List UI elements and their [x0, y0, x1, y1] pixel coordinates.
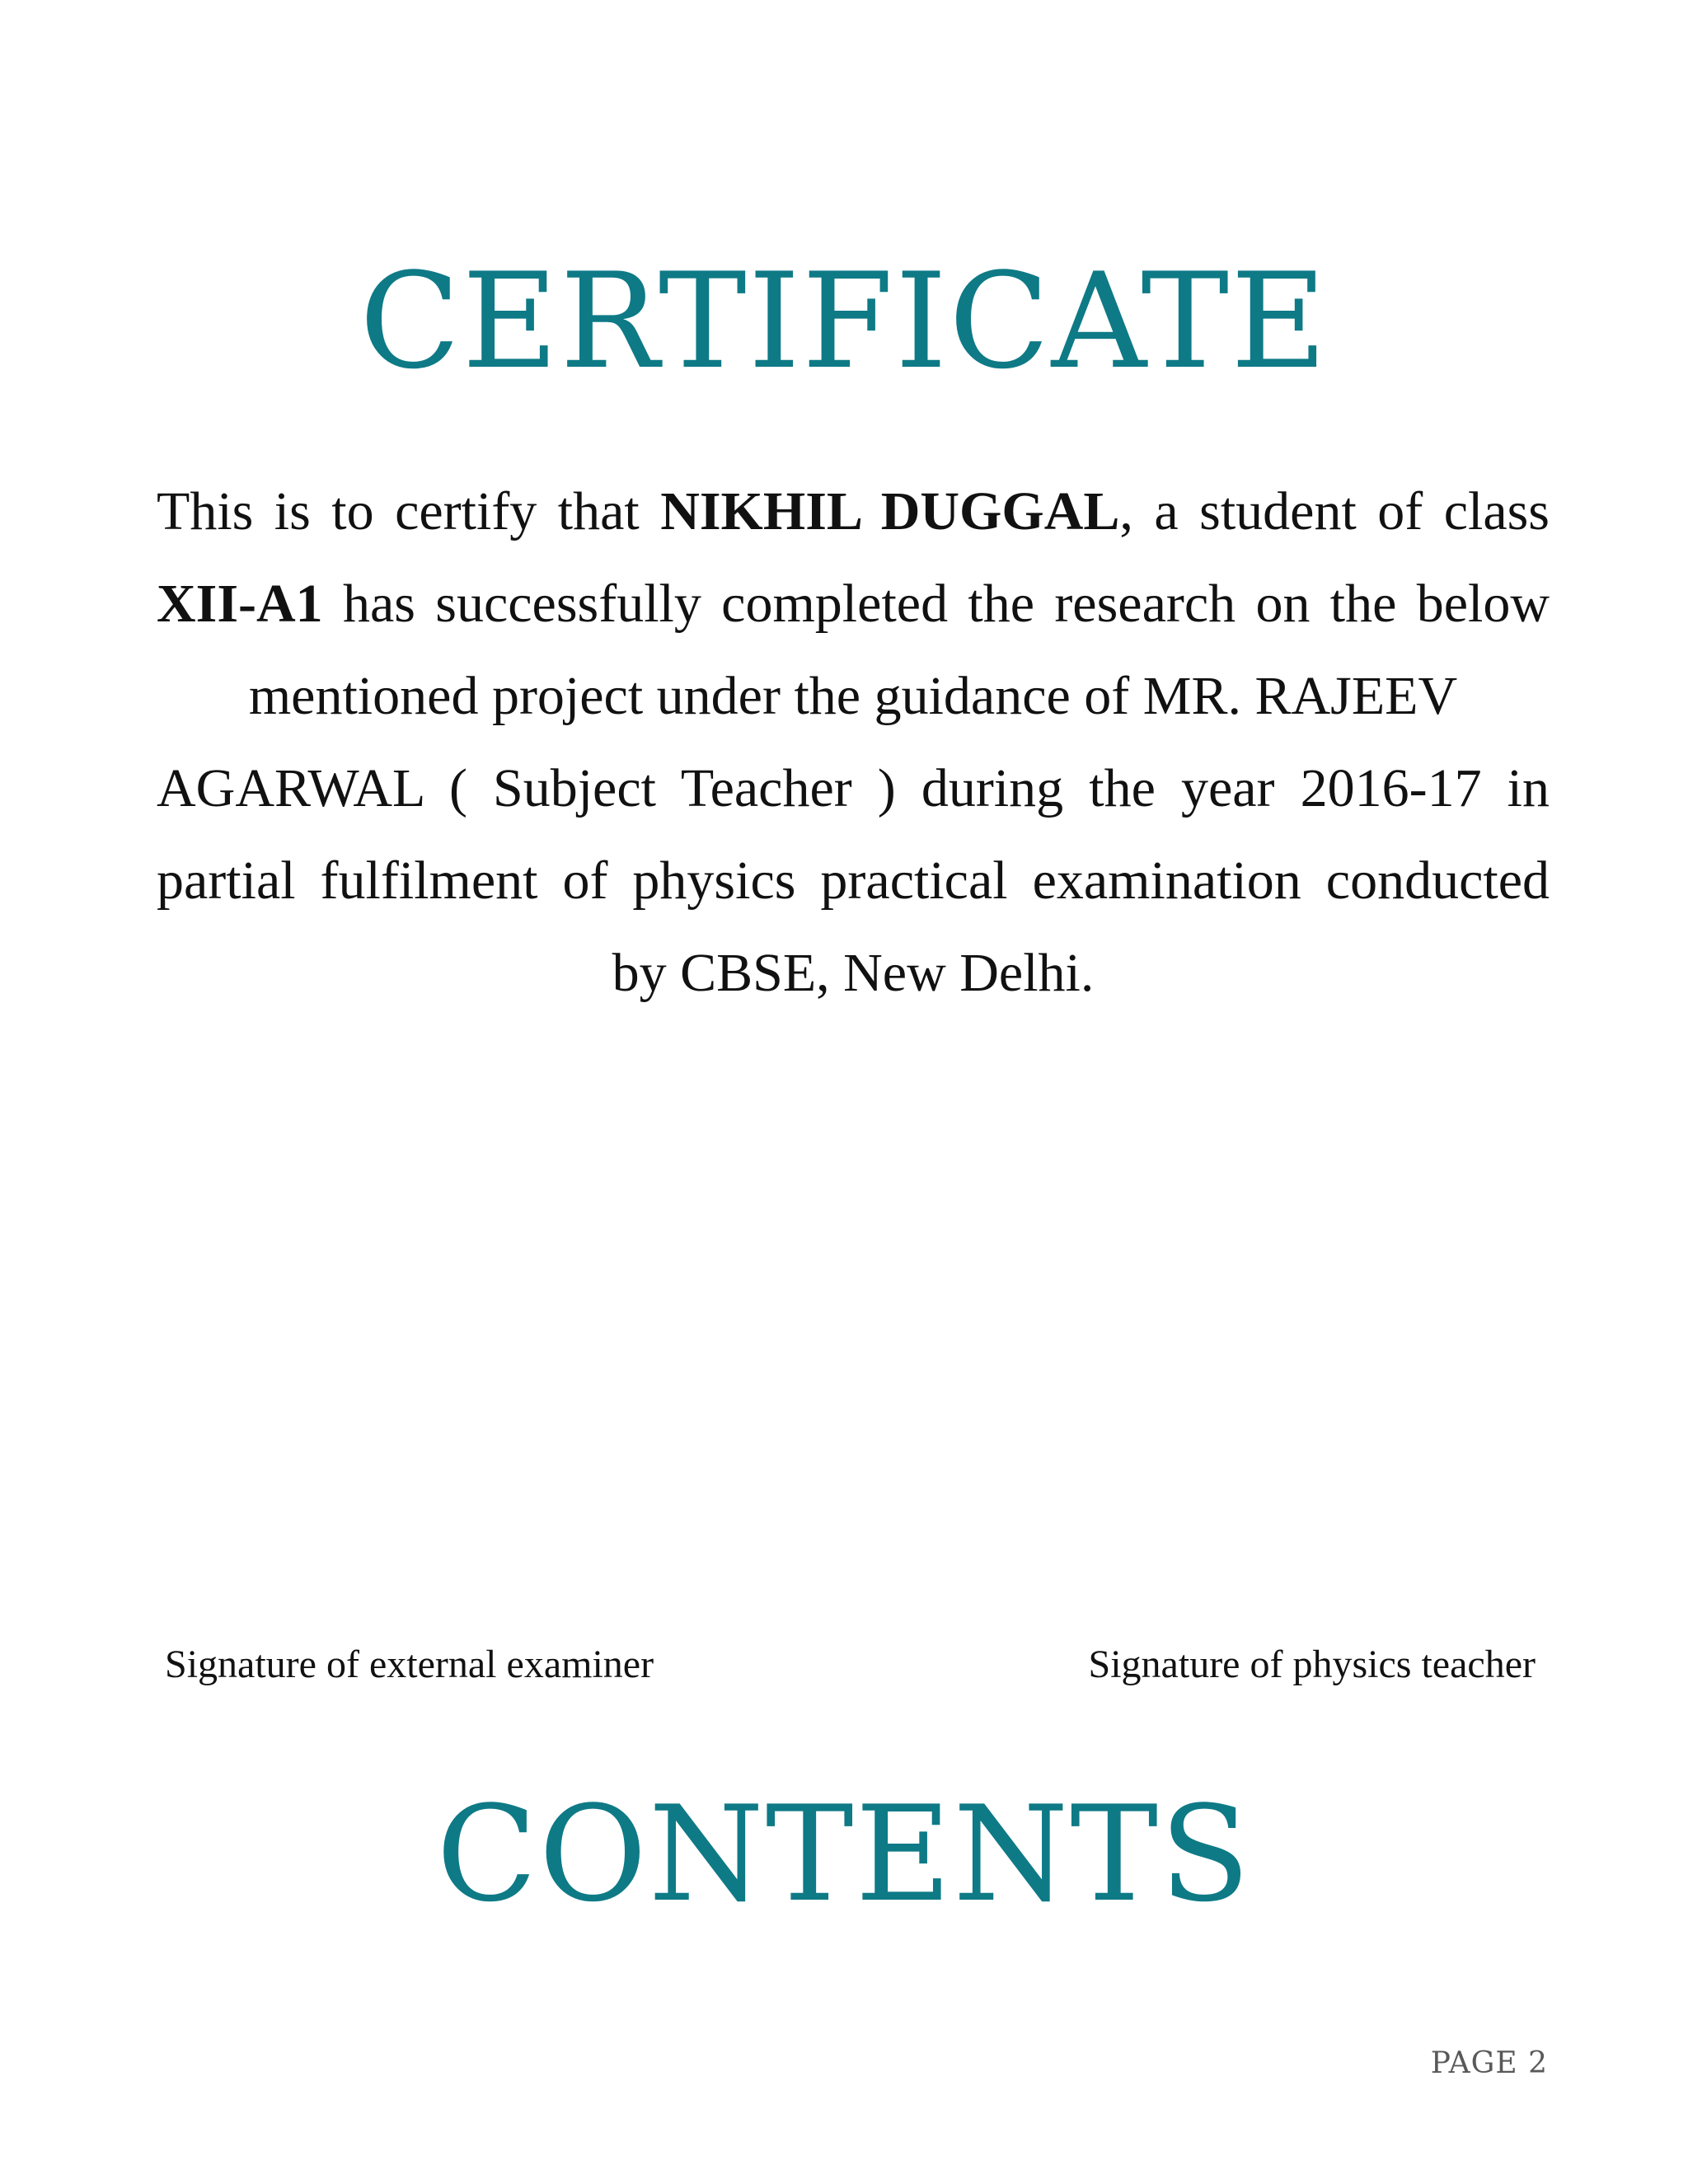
certificate-line-5: partial fulfilment of physics practical examination conducted: [157, 851, 1550, 911]
class-name: XII-A1: [157, 574, 323, 634]
contents-title: CONTENTS: [436, 1777, 1252, 1931]
certificate-line-2: [157, 558, 1550, 650]
certificate-body: [157, 466, 1550, 1019]
line2-suffix: has successfully completed the research on the below: [322, 574, 1550, 634]
signature-external-examiner: Signature of external examiner: [165, 1643, 654, 1686]
line1-prefix: This is to certify that: [157, 481, 661, 541]
page-number: PAGE 2: [1430, 2046, 1548, 2080]
signature-physics-teacher: Signature of physics teacher: [1088, 1643, 1536, 1686]
line1-suffix: , a student of class: [1119, 481, 1550, 541]
certificate-line-1: [157, 466, 1550, 558]
certificate-line-4: AGARWAL ( Subject Teacher ) during the year 2016-17 in: [157, 758, 1550, 818]
student-name: NIKHIL DUGGAL: [660, 481, 1120, 541]
certificate-title: CERTIFICATE: [359, 244, 1329, 398]
certificate-line-3: mentioned project under the guidance of MR. RAJEEV: [248, 666, 1458, 726]
certificate-line-6: by CBSE, New Delhi.: [612, 943, 1095, 1003]
